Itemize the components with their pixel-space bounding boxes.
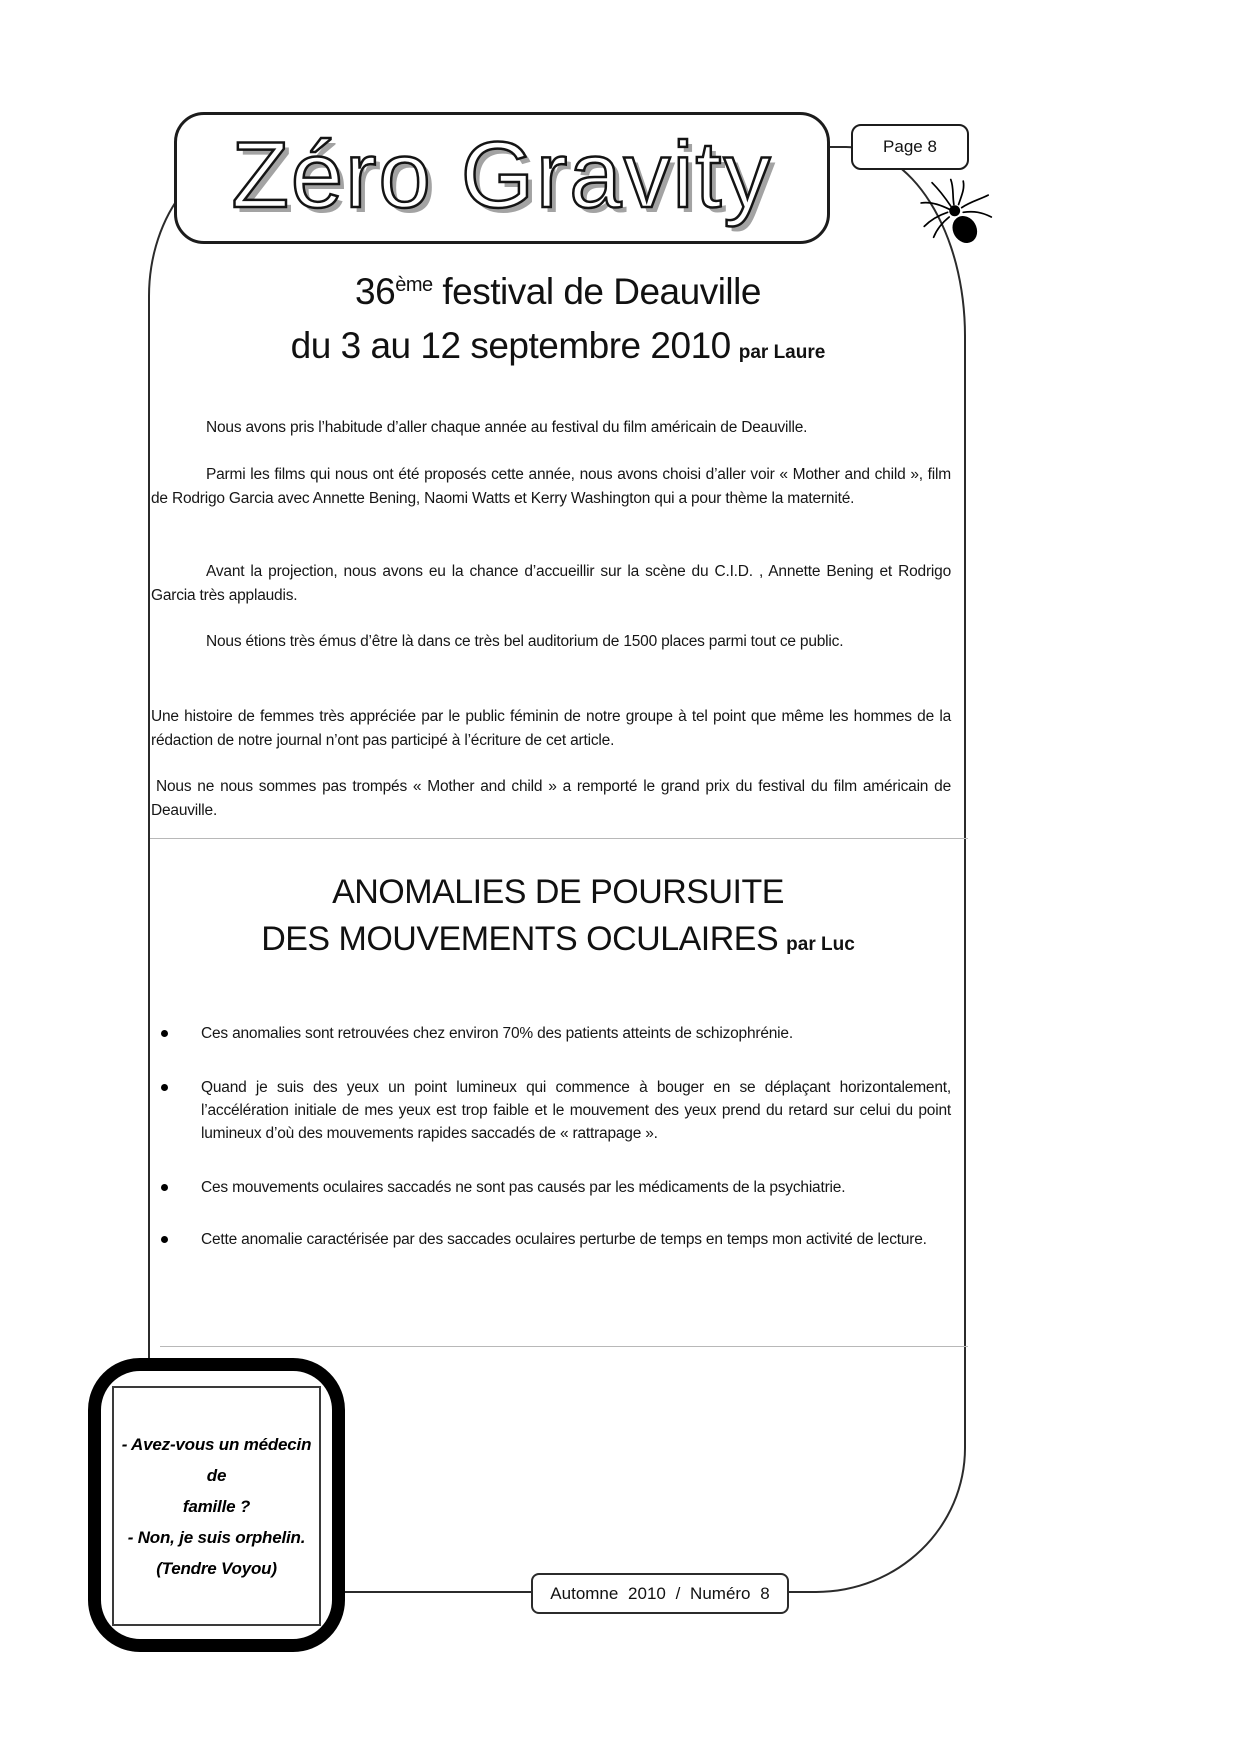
article1-title-rest: festival de Deauville [432,271,761,312]
page-number-label: Page 8 [883,137,937,156]
article1-paragraph: Nous étions très émus d’être là dans ce très bel auditorium de 1500 places parmi tout ce public. [206,632,844,650]
joke-line: (Tendre Voyou) [156,1558,277,1578]
article1-paragraph: Nous ne nous sommes pas trompés « Mother and child » a remporté le grand prix du festival du film américain de Deauville. [151,777,951,819]
article1-title [148,270,968,369]
bullet-item [151,1022,951,1045]
newsletter-logo-box [174,112,830,244]
section-divider [150,838,968,839]
article1-title-line1 [148,270,968,314]
article1-paragraph: Nous avons pris l’habitude d’aller chaque année au festival du film américain de Deauville. [206,418,808,436]
spider-icon [916,178,998,256]
bullet-text: Quand je suis des yeux un point lumineux qui commence à bouger en se déplaçant horizontalement, l’accélération initiale de mes yeux est trop faible et le mouvement des yeux prend du retard sur celui du point lumineux d’où des mouvements rapides saccadés de « rattrapage ». [201,1079,951,1142]
bullet-item [151,1076,951,1145]
bullet-icon [161,1236,168,1243]
article1-byline: par Laure [738,342,826,364]
article1-paragraph: Une histoire de femmes très appréciée par le public féminin de notre groupe à tel point que même les hommes de la rédaction de notre journal n’ont pas participé à l’écriture de cet article. [151,707,951,749]
bullet-item [151,1176,951,1199]
article2-title-line1: ANOMALIES DE POURSUITE [332,873,784,911]
bullet-icon [161,1184,168,1191]
bullet-text: Cette anomalie caractérisée par des saccades oculaires perturbe de temps en temps mon activité de lecture. [201,1231,927,1248]
bullet-item [151,1228,951,1251]
bullet-text: Ces mouvements oculaires saccadés ne sont pas causés par les médicaments de la psychiatrie. [201,1179,846,1196]
article1-title-superscript: ème [395,274,433,296]
article2-title-text: DES MOUVEMENTS OCULAIRES [261,919,779,958]
joke-line: - Non, je suis orphelin. [127,1527,306,1547]
article2-title [148,872,968,960]
article1-title-line2 [148,324,968,368]
article1-title-number: 36 [355,271,396,312]
article1-title-dates: du 3 au 12 septembre 2010 [290,325,731,367]
page-number-box [851,124,969,170]
footer-issue-label: Automne 2010 / Numéro 8 [550,1583,770,1603]
section-divider [160,1346,968,1347]
bullet-icon [161,1084,168,1091]
joke-line: famille ? [182,1496,251,1516]
article1-paragraph: Parmi les films qui nous ont été proposés cette année, nous avons choisi d’aller voir « Mother and child », film de Rodrigo Garcia avec Annette Bening, Naomi Watts et Kerry Washington qui a pour thème la maternité. [151,465,951,507]
article2-byline: par Luc [786,933,855,955]
joke-line: - Avez-vous un médecin de [121,1434,312,1485]
footer-issue-box [531,1573,789,1614]
bullet-text: Ces anomalies sont retrouvées chez environ 70% des patients atteints de schizophrénie. [201,1025,793,1042]
joke-box-inner [112,1386,321,1626]
joke-box [88,1358,345,1652]
newsletter-logo-text: Zéro Gravity [231,122,773,227]
article2-title-line2 [148,919,968,960]
bullet-icon [161,1030,168,1037]
article1-paragraph: Avant la projection, nous avons eu la chance d’accueillir sur la scène du C.I.D. , Annette Bening et Rodrigo Garcia très applaudis. [151,562,951,604]
